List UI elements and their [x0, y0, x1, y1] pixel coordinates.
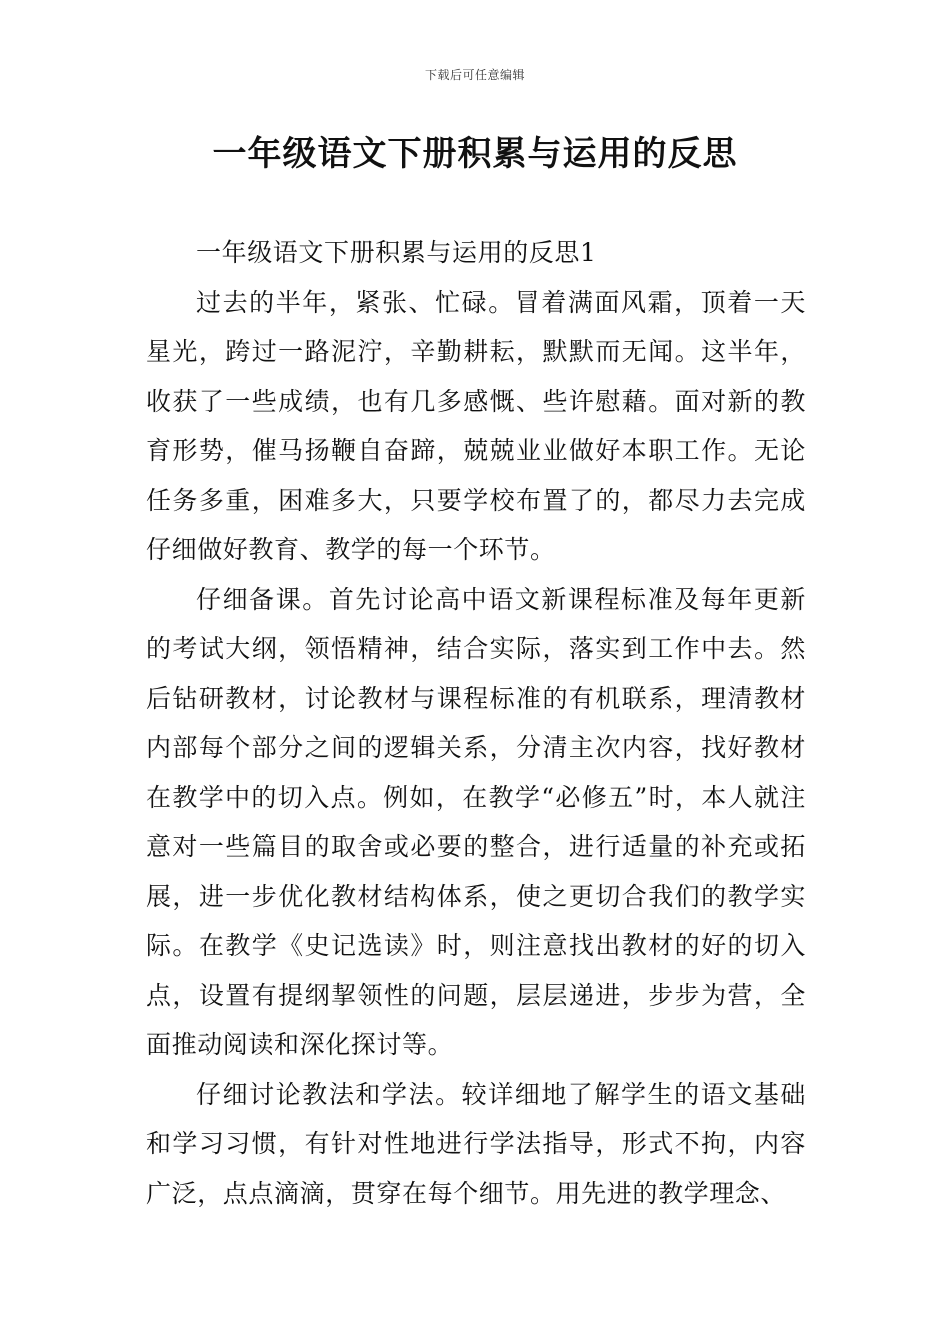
document-title: 一年级语文下册积累与运用的反思	[212, 134, 738, 174]
paragraph-subtitle: 一年级语文下册积累与运用的反思1	[196, 238, 597, 267]
header-note: 下载后可任意编辑	[424, 68, 525, 82]
paragraph-2: 仔细备课。首先讨论高中语文新课程标准及每年更新的考试大纲，领悟精神，结合实际，落实到工作中去。然后钻研教材，讨论教材与课程标准的有机联系，理清教材内部每个部分之间的逻辑关系，分清主次内容，找好教材在教学中的切入点。例如，在教学“必修五”时，本人就注意对一些篇目的取舍或必要的整合，进行适量的补充或拓展，进一步优化教材结构体系，使之更切合我们的教学实际。在教学《史记选读》时，则注意找出教材的好的切入点，设置有提纲挈领性的问题，层层递进，步步为营，全面推动阅读和深化探讨等。	[146, 584, 806, 1059]
paragraph-1: 过去的半年，紧张、忙碌。冒着满面风霜，顶着一天星光，跨过一路泥泞，辛勤耕耘，默默而无闻。这半年，收获了一些成绩，也有几多感慨、些许慰藉。面对新的教育形势，催马扬鞭自奋蹄，兢兢业业做好本职工作。无论任务多重，困难多大，只要学校布置了的，都尽力去完成仔细做好教育、教学的每一个环节。	[146, 287, 806, 564]
paragraph-3: 仔细讨论教法和学法。较详细地了解学生的语文基础和学习习惯，有针对性地进行学法指导，形式不拘，内容广泛，点点滴滴，贯穿在每个细节。用先进的教学理念、	[146, 1079, 806, 1208]
document-body	[146, 228, 806, 1218]
